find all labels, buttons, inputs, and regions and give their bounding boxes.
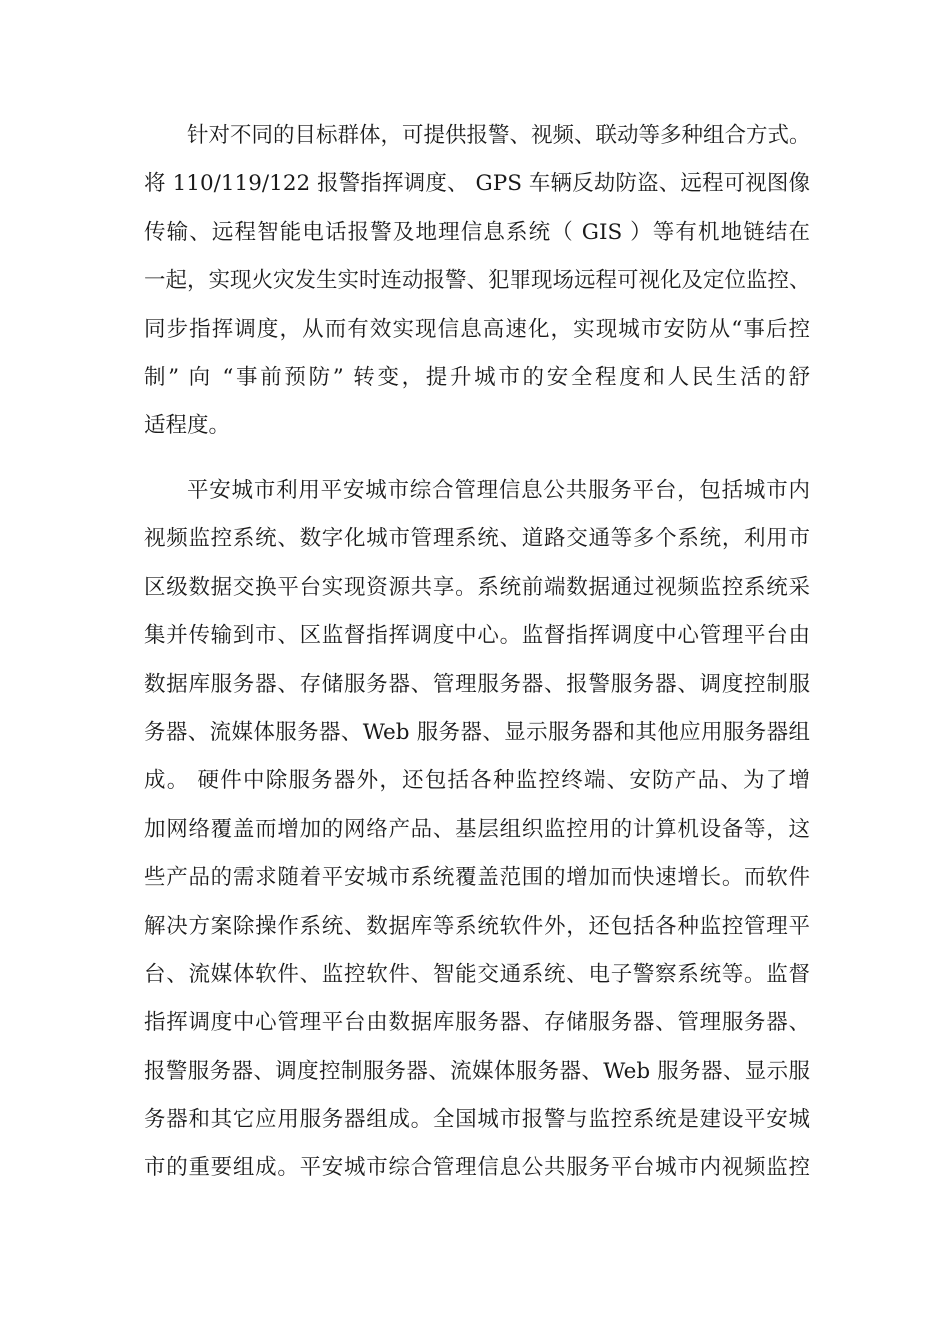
paragraph-line: 适程度。	[144, 413, 231, 439]
paragraph-line: 加网络覆盖而增加的网络产品、基层组织监控用的计算机设备等，这	[144, 816, 810, 842]
paragraph-line: 报警服务器、调度控制服务器、流媒体服务器、Web 服务器、显示服	[144, 1058, 810, 1084]
paragraph-line: 制” 向 “事前预防” 转变，提升城市的安全程度和人民生活的舒	[144, 364, 810, 390]
paragraph-line: 市的重要组成。平安城市综合管理信息公共服务平台城市内视频监控	[144, 1155, 810, 1181]
paragraph-line: 务器和其它应用服务器组成。全国城市报警与监控系统是建设平安城	[144, 1107, 810, 1133]
paragraph-line: 些产品的需求随着平安城市系统覆盖范围的增加而快速增长。而软件	[144, 865, 810, 891]
paragraph-line: 指挥调度中心管理平台由数据库服务器、存储服务器、管理服务器、	[144, 1010, 810, 1036]
paragraph-line: 成。 硬件中除服务器外，还包括各种监控终端、安防产品、为了增	[144, 768, 810, 794]
paragraph-line: 数据库服务器、存储服务器、管理服务器、报警服务器、调度控制服	[144, 671, 810, 697]
paragraph-1	[144, 112, 810, 451]
paragraph-line: 将 110/119/122 报警指挥调度、 GPS 车辆反劫防盗、远程可视图像	[144, 171, 810, 197]
paragraph-2	[144, 467, 810, 1193]
paragraph-line: 视频监控系统、数字化城市管理系统、道路交通等多个系统，利用市	[144, 526, 810, 552]
paragraph-line: 一起，实现火灾发生实时连动报警、犯罪现场远程可视化及定位监控、	[144, 268, 811, 294]
paragraph-line: 区级数据交换平台实现资源共享。系统前端数据通过视频监控系统采	[144, 574, 810, 600]
paragraph-line: 传输、远程智能电话报警及地理信息系统（ GIS ）等有机地链结在	[144, 219, 810, 245]
paragraph-line: 解决方案除操作系统、数据库等系统软件外，还包括各种监控管理平	[144, 913, 810, 939]
paragraph-line: 务器、流媒体服务器、Web 服务器、显示服务器和其他应用服务器组	[144, 719, 810, 745]
paragraph-line: 平安城市利用平安城市综合管理信息公共服务平台，包括城市内	[187, 478, 810, 503]
paragraph-line: 针对不同的目标群体，可提供报警、视频、联动等多种组合方式。	[187, 123, 811, 148]
paragraph-line: 台、流媒体软件、监控软件、智能交通系统、电子警察系统等。监督	[144, 961, 810, 987]
paragraph-line: 集并传输到市、区监督指挥调度中心。监督指挥调度中心管理平台由	[144, 623, 810, 649]
paragraph-line: 同步指挥调度，从而有效实现信息高速化，实现城市安防从“事后控	[144, 316, 810, 342]
